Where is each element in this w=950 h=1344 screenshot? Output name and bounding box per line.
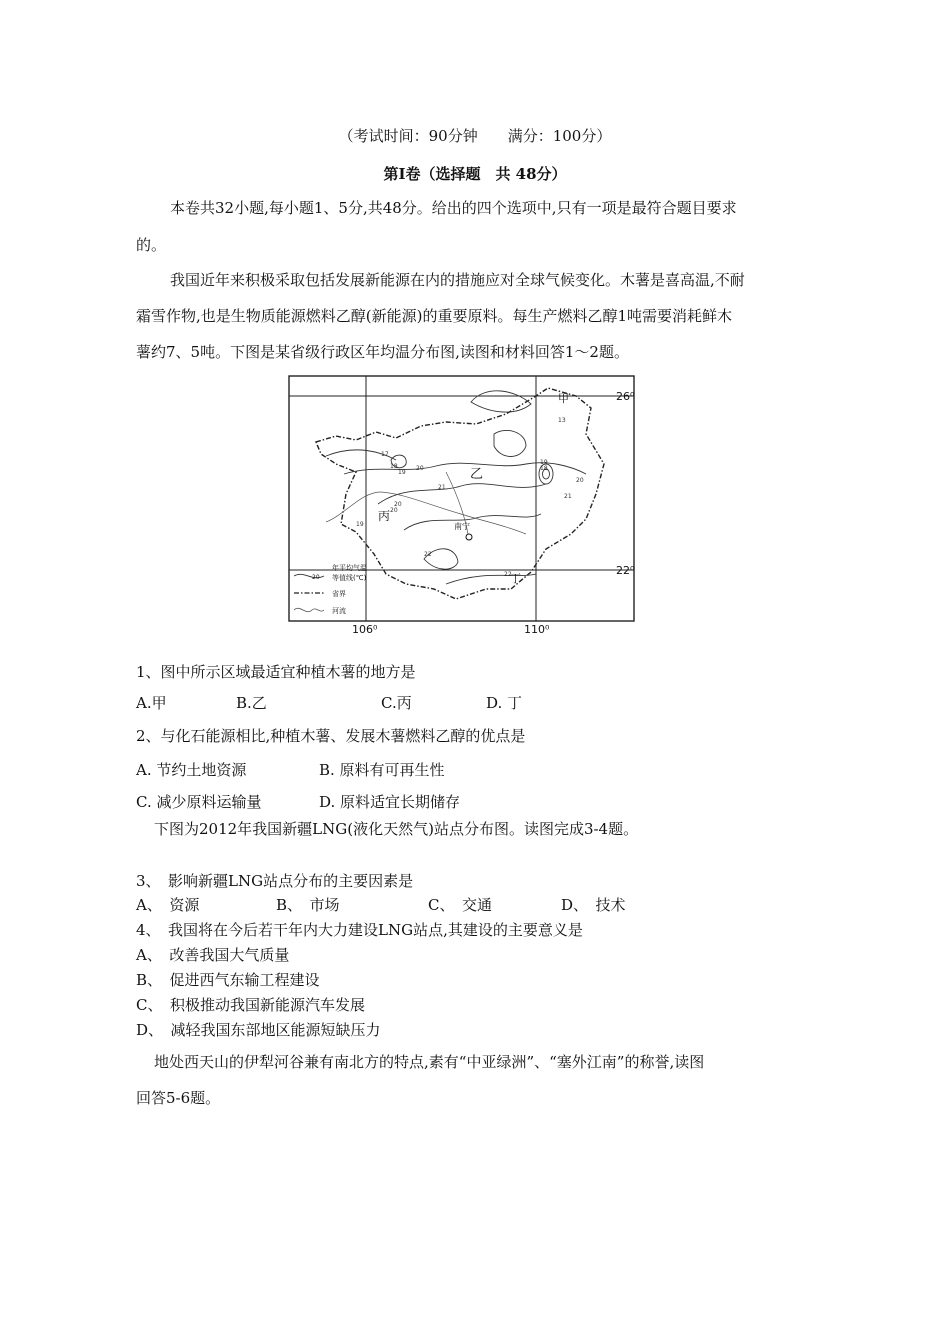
option-c[interactable]: C.丙 xyxy=(381,694,412,712)
option-b[interactable]: B.乙 xyxy=(236,694,267,712)
isotherm-label: 19 xyxy=(540,459,548,466)
question-2-options-row-2 xyxy=(136,792,460,812)
isotherm-label: 20 xyxy=(576,477,584,484)
exam-info: （考试时间：90分钟 满分：100分） xyxy=(338,127,612,145)
option-b[interactable]: B. 原料有可再生性 xyxy=(319,761,445,779)
lat-label-bottom: 22⁰ xyxy=(616,564,635,577)
lat-label-top: 26⁰ xyxy=(616,390,635,403)
svg-text:河流: 河流 xyxy=(332,607,346,615)
region-yi: 乙 xyxy=(470,467,484,482)
isotherm-label: 19 xyxy=(356,521,364,528)
option-a[interactable]: A. 节约土地资源 xyxy=(136,761,247,779)
map-legend xyxy=(294,563,367,615)
option-d[interactable]: D. 原料适宜长期储存 xyxy=(319,793,461,811)
passage-3-line-2: 回答5-6题。 xyxy=(136,1089,221,1107)
option-b[interactable]: B、 市场 xyxy=(276,896,340,914)
question-2-options-row-1 xyxy=(136,760,445,780)
instructions-line-1: 本卷共32小题,每小题1、5分,共48分。给出的四个选项中,只有一项是最符合题目要求 xyxy=(170,199,737,217)
option-c[interactable]: C、 交通 xyxy=(428,896,492,914)
passage-2: 下图为2012年我国新疆LNG(液化天然气)站点分布图。读图完成3-4题。 xyxy=(154,820,639,838)
question-4-option-b[interactable]: B、 促进西气东输工程建设 xyxy=(136,971,320,989)
option-a[interactable]: A、 资源 xyxy=(136,896,200,914)
passage-1-line-2: 霜雪作物,也是生物质能源燃料乙醇(新能源)的重要原料。每生产燃料乙醇1吨需要消耗鲜木 xyxy=(136,307,733,325)
isotherm-label: 19 xyxy=(398,469,406,476)
isotherm-label: 21 xyxy=(438,484,446,491)
svg-text:省界: 省界 xyxy=(332,590,346,598)
svg-text:20: 20 xyxy=(312,574,320,581)
question-4-option-a[interactable]: A、 改善我国大气质量 xyxy=(136,946,290,964)
isotherm-label: 22 xyxy=(424,551,432,558)
isotherm-label: 21 xyxy=(564,493,572,500)
region-ding: 丁 xyxy=(510,572,521,585)
option-a[interactable]: A.甲 xyxy=(136,694,167,712)
passage-3-line-1: 地处西天山的伊犁河谷兼有南北方的特点,素有“中亚绿洲”、“塞外江南”的称誉,读图 xyxy=(154,1053,705,1071)
region-jia: 甲 xyxy=(558,392,569,405)
isotherm-label: 20 xyxy=(416,465,424,472)
city-label-nanning: 南宁 xyxy=(454,522,470,531)
question-4-option-c[interactable]: C、 积极推动我国新能源汽车发展 xyxy=(136,996,365,1014)
option-d[interactable]: D、 技术 xyxy=(561,896,626,914)
isotherm-label: 20 xyxy=(390,507,398,514)
question-1-stem: 1、图中所示区域最适宜种植木薯的地方是 xyxy=(136,663,416,681)
question-4-stem: 4、 我国将在今后若干年内大力建设LNG站点,其建设的主要意义是 xyxy=(136,921,583,939)
isotherm-label: 22 xyxy=(504,571,512,578)
question-2-stem: 2、与化石能源相比,种植木薯、发展木薯燃料乙醇的优点是 xyxy=(136,727,526,745)
question-3-options xyxy=(136,895,626,915)
isotherm-label: 18 xyxy=(390,463,398,470)
lon-label-left: 106⁰ xyxy=(352,623,378,636)
lon-label-right: 110⁰ xyxy=(524,623,550,636)
section-title: 第Ⅰ卷（选择题 共 48分） xyxy=(383,165,567,183)
question-1-options xyxy=(136,693,522,713)
svg-text:年平均气温: 年平均气温 xyxy=(332,564,367,572)
isotherm-label: 17 xyxy=(381,451,389,458)
question-4-option-d[interactable]: D、 减轻我国东部地区能源短缺压力 xyxy=(136,1021,381,1039)
region-bing: 丙 xyxy=(378,509,391,523)
svg-text:等值线(℃): 等值线(℃) xyxy=(332,574,367,582)
instructions-line-2: 的。 xyxy=(136,236,167,254)
isotherm-label: 18 xyxy=(540,465,548,472)
question-3-stem: 3、 影响新疆LNG站点分布的主要因素是 xyxy=(136,872,414,890)
option-c[interactable]: C. 减少原料运输量 xyxy=(136,793,262,811)
passage-1-line-1: 我国近年来积极采取包括发展新能源在内的措施应对全球气候变化。木薯是喜高温,不耐 xyxy=(170,271,745,289)
option-d[interactable]: D. 丁 xyxy=(486,694,523,712)
passage-1-line-3: 薯约7、5吨。下图是某省级行政区年均温分布图,读图和材料回答1～2题。 xyxy=(136,343,629,361)
temperature-map xyxy=(286,374,636,636)
isotherm-label: 20 xyxy=(394,501,402,508)
isotherm-label: 13 xyxy=(558,417,566,424)
